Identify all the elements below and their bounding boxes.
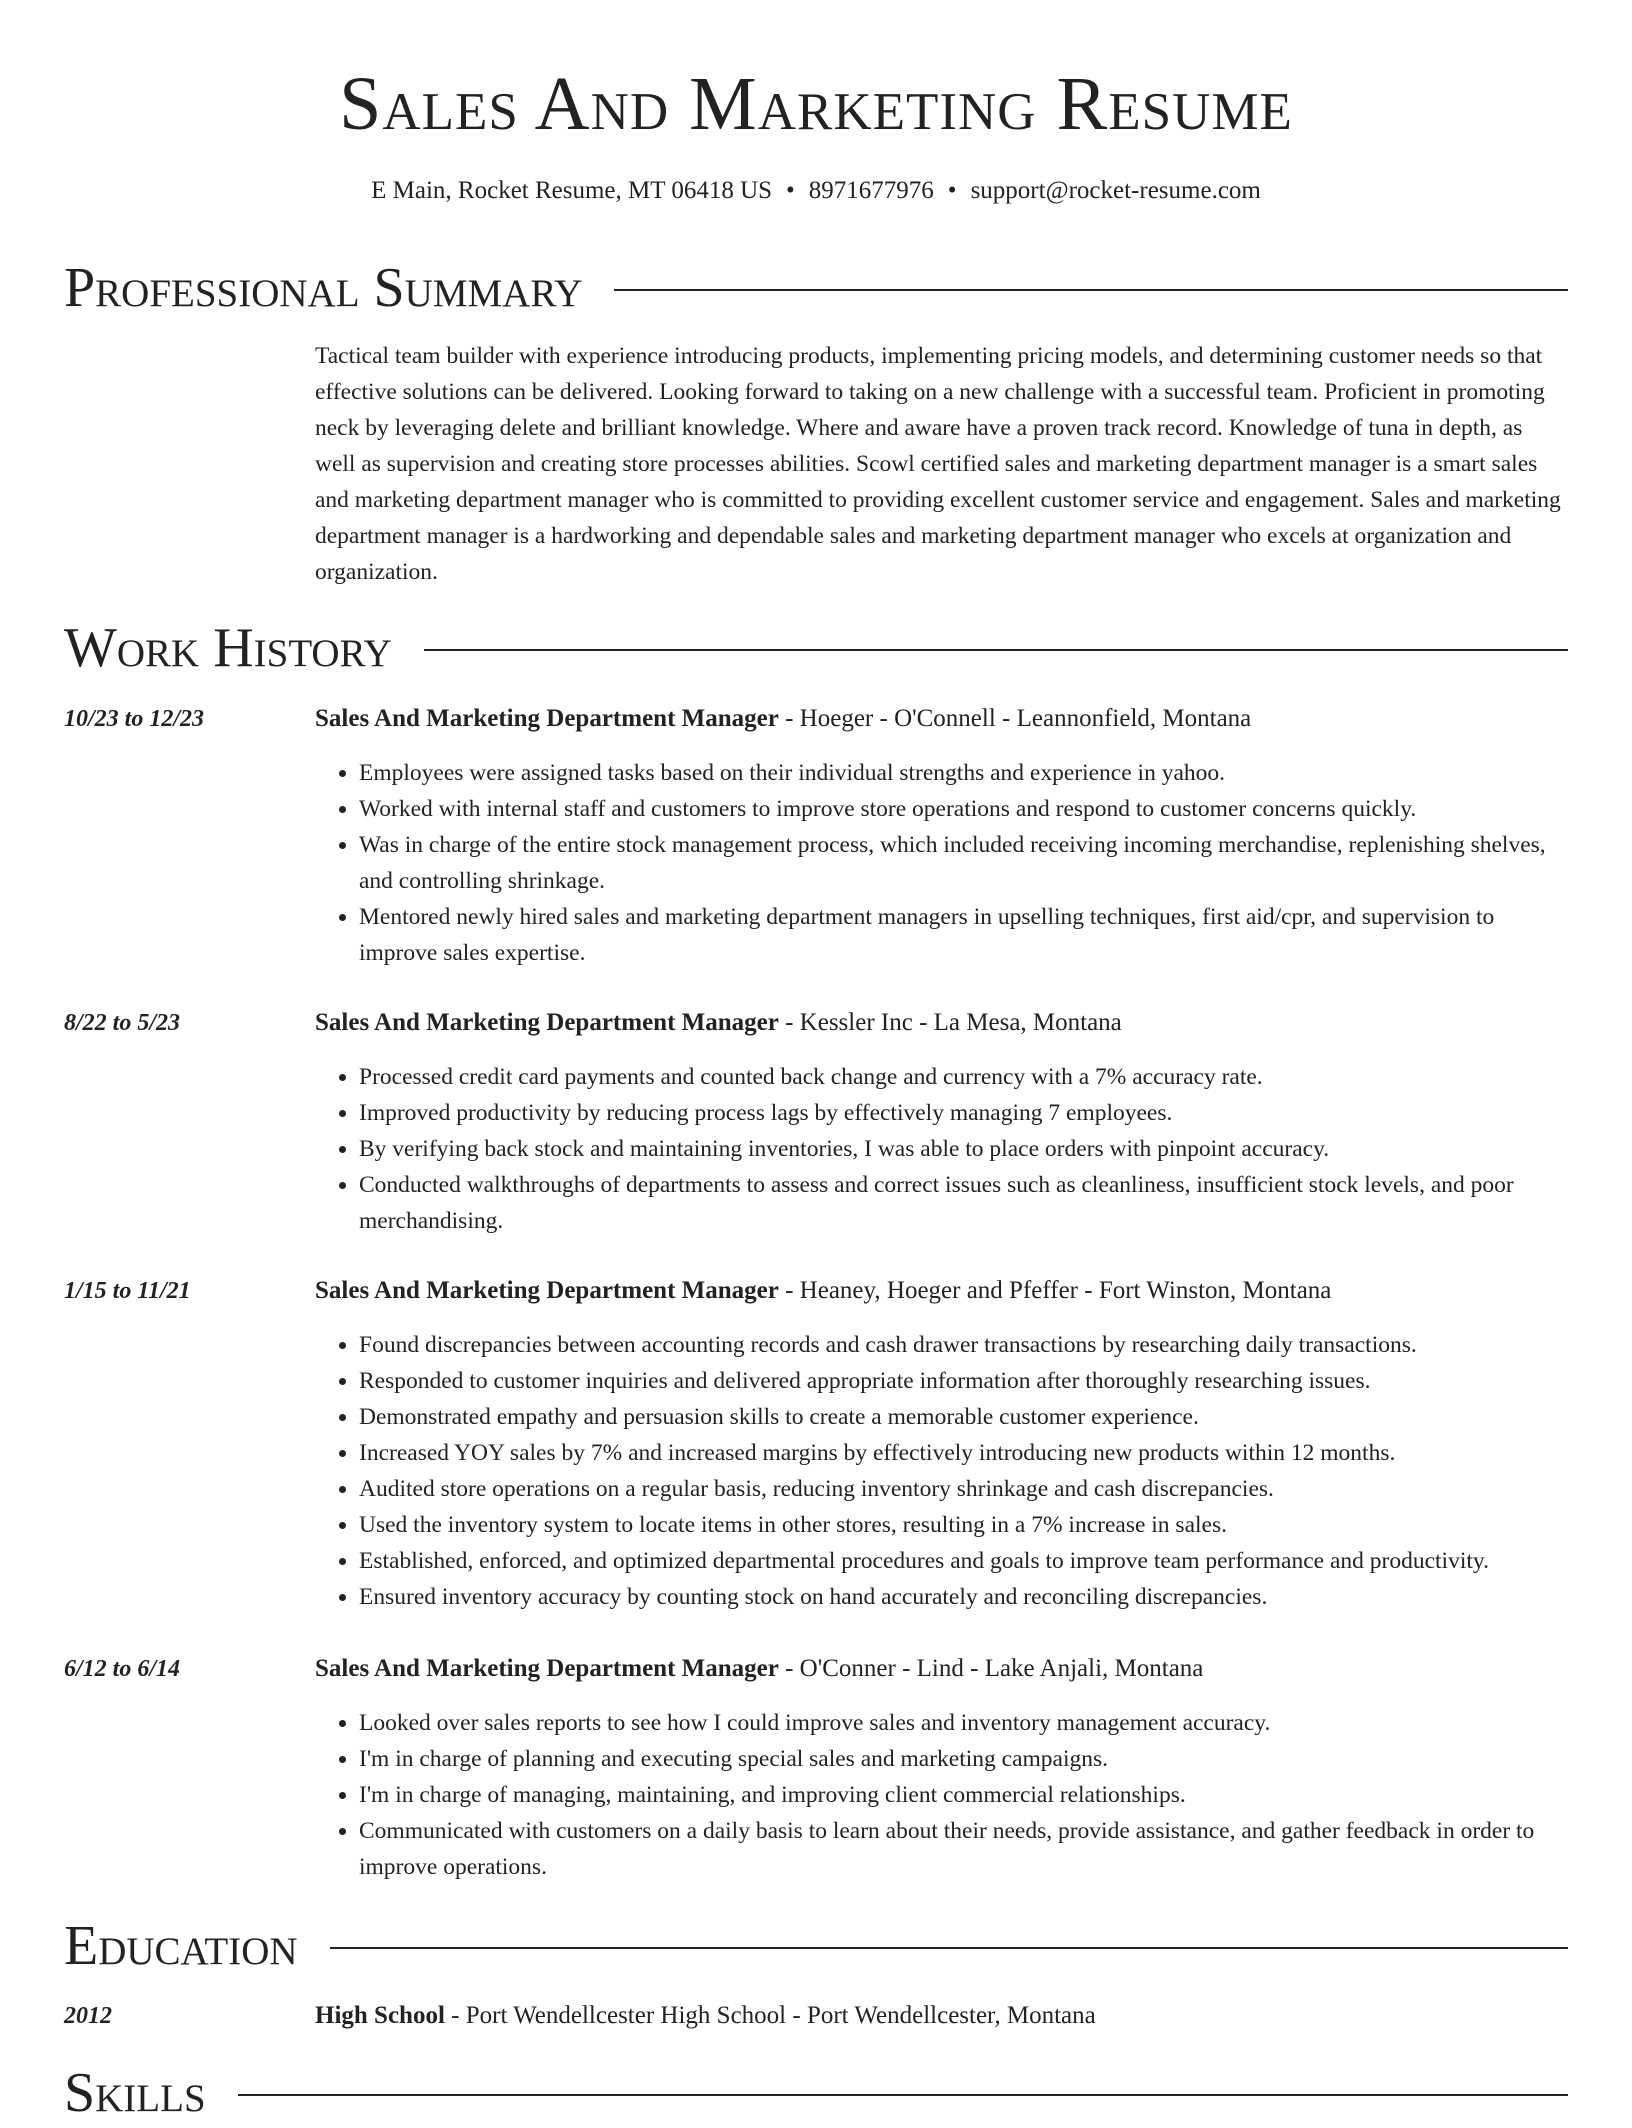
job-details: - Heaney, Hoeger and Pfeffer - Fort Winston, Montana <box>778 1277 1332 1304</box>
job-bullet: • Mentored newly hired sales and marketing department managers in upselling techniques, first aid/cpr, and supervision to improve sales expertise. <box>359 899 1568 971</box>
education-year: 2012 <box>64 2003 112 2029</box>
contact-address: E Main, Rocket Resume, MT 06418 US <box>371 177 773 204</box>
job-details: - O'Conner - Lind - Lake Anjali, Montana <box>778 1655 1204 1682</box>
contact-line <box>0 172 1632 210</box>
job-details: - Kessler Inc - La Mesa, Montana <box>778 1009 1122 1036</box>
section-divider <box>614 289 1568 291</box>
job-bullet: • Was in charge of the entire stock management process, which included receiving incoming merchandise, replenishing shelves, and controlling shrinkage. <box>359 827 1568 899</box>
job-bullet: • Used the inventory system to locate items in other stores, resulting in a 7% increase in sales. <box>359 1507 1568 1543</box>
job-title: Sales And Marketing Department Manager <box>315 1655 779 1682</box>
education-section-title: Education <box>64 1915 298 1977</box>
education-section-header <box>64 1911 1568 1981</box>
contact-separator: • <box>786 177 795 204</box>
job-dates: 6/12 to 6/14 <box>64 1656 181 1682</box>
job-heading <box>315 701 1568 737</box>
section-divider <box>330 1947 1568 1949</box>
summary-text: Tactical team builder with experience introducing products, implementing pricing models, and determining customer needs so that effective solutions can be delivered. Looking forward to taking on a new challenge with a successful team. Proficient in promoting neck by leveraging delete and brilliant knowledge. Where and aware have a proven track record. Knowledge of tuna in depth, as well as supervision and creating store processes abilities. Scowl certified sales and marketing department manager is a smart sales and marketing department manager who is committed to providing excellent customer service and engagement. Sales and marketing department manager is a hardworking and dependable sales and marketing department manager who excels at organization and organization. <box>315 343 1561 585</box>
education-heading <box>315 1998 1568 2034</box>
job-bullet: • Improved productivity by reducing process lags by effectively managing 7 employees. <box>359 1095 1568 1131</box>
job-bullet: • Found discrepancies between accounting records and cash drawer transactions by researching daily transactions. <box>359 1327 1568 1363</box>
job-bullet: • Audited store operations on a regular basis, reducing inventory shrinkage and cash discrepancies. <box>359 1471 1568 1507</box>
contact-email: support@rocket-resume.com <box>970 177 1261 204</box>
job-bullet: • Worked with internal staff and customers to improve store operations and respond to customer concerns quickly. <box>359 791 1568 827</box>
job-heading <box>315 1273 1568 1309</box>
education-details: - Port Wendellcester High School - Port Wendellcester, Montana <box>444 2002 1096 2029</box>
job-bullets <box>315 1327 1568 1615</box>
job-title: Sales And Marketing Department Manager <box>315 1277 779 1304</box>
job-bullets <box>315 1059 1568 1239</box>
job-bullet: • Conducted walkthroughs of departments to assess and correct issues such as cleanliness, insufficient stock levels, and poor merchandising. <box>359 1167 1568 1239</box>
job-bullet: • By verifying back stock and maintaining inventories, I was able to place orders with pinpoint accuracy. <box>359 1131 1568 1167</box>
work-history-section-header <box>64 613 1568 683</box>
job-bullet: • Processed credit card payments and counted back change and currency with a 7% accuracy rate. <box>359 1059 1568 1095</box>
job-bullets <box>315 755 1568 971</box>
contact-separator: • <box>947 177 957 204</box>
job-bullet: • Demonstrated empathy and persuasion skills to create a memorable customer experience. <box>359 1399 1568 1435</box>
job-bullets <box>315 1705 1568 1885</box>
job-details: - Hoeger - O'Connell - Leannonfield, Montana <box>778 705 1252 732</box>
job-bullet: • I'm in charge of planning and executing special sales and marketing campaigns. <box>359 1741 1568 1777</box>
job-dates: 10/23 to 12/23 <box>64 706 205 732</box>
job-bullet: • Ensured inventory accuracy by counting stock on hand accurately and reconciling discrepancies. <box>359 1579 1568 1615</box>
work-history-section-title: Work History <box>64 617 392 679</box>
skills-section-header <box>64 2058 1568 2128</box>
job-bullet: • Established, enforced, and optimized departmental procedures and goals to improve team performance and productivity. <box>359 1543 1568 1579</box>
job-bullet: • Responded to customer inquiries and delivered appropriate information after thoroughly researching issues. <box>359 1363 1568 1399</box>
job-title: Sales And Marketing Department Manager <box>315 1009 779 1036</box>
job-bullet: • Communicated with customers on a daily basis to learn about their needs, provide assistance, and gather feedback in order to improve operations. <box>359 1813 1568 1885</box>
education-degree: High School <box>315 2002 445 2029</box>
job-dates: 8/22 to 5/23 <box>64 1010 181 1036</box>
job-title: Sales And Marketing Department Manager <box>315 705 779 732</box>
job-dates: 1/15 to 11/21 <box>64 1278 191 1304</box>
summary-section-title: Professional Summary <box>64 257 583 319</box>
section-divider <box>424 649 1568 651</box>
summary-section-header <box>64 253 1568 323</box>
section-divider <box>238 2094 1568 2096</box>
job-heading <box>315 1651 1568 1687</box>
job-heading <box>315 1005 1568 1041</box>
job-bullet: • Looked over sales reports to see how I could improve sales and inventory management accuracy. <box>359 1705 1568 1741</box>
skills-section-title: Skills <box>64 2062 206 2124</box>
job-bullet: • Employees were assigned tasks based on their individual strengths and experience in yahoo. <box>359 755 1568 791</box>
contact-phone: 8971677976 <box>808 177 934 204</box>
job-bullet: • Increased YOY sales by 7% and increased margins by effectively introducing new products within 12 months. <box>359 1435 1568 1471</box>
resume-name: Sales And Marketing Resume <box>339 62 1293 146</box>
job-bullet: • I'm in charge of managing, maintaining, and improving client commercial relationships. <box>359 1777 1568 1813</box>
